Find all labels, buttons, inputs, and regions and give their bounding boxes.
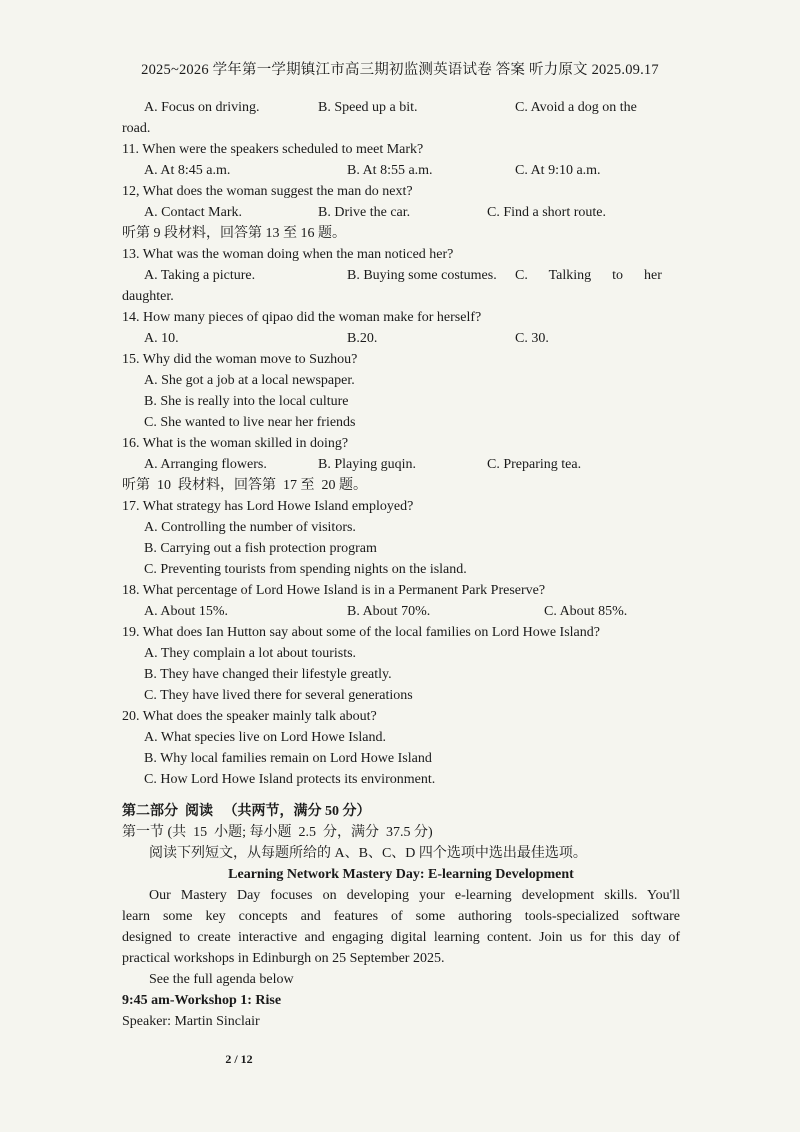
q16-option-c: C. Preparing tea. [487, 457, 582, 472]
q19-question: 19. What does Ian Hutton say about some of the local families on Lord Howe Island? [122, 625, 600, 640]
part2-section1: 第一节 (共 15 小题; 每小题 2.5 分，满分 37.5 分) [122, 825, 433, 840]
q11-option-b: B. At 8:55 a.m. [347, 163, 433, 178]
q12-option-c: C. Find a short route. [487, 205, 606, 220]
passage-title: Learning Network Mastery Day: E-learning Development [228, 867, 574, 882]
passage-p1-line3: designed to create interactive and engaging digital learning content. Join us for this day of [122, 930, 680, 945]
q19-option-c: C. They have lived there for several generations [144, 688, 413, 703]
section-10-instruction: 听第 10 段材料，回答第 17 至 20 题。 [122, 478, 367, 493]
q17-question: 17. What strategy has Lord Howe Island employed? [122, 499, 414, 514]
q12-question: 12, What does the woman suggest the man do next? [122, 184, 413, 199]
q12-option-a: A. Contact Mark. [144, 205, 242, 220]
q15-option-a: A. She got a job at a local newspaper. [144, 373, 355, 388]
q18-option-c: C. About 85%. [544, 604, 628, 619]
q14-option-c: C. 30. [515, 331, 549, 346]
q20-question: 20. What does the speaker mainly talk about? [122, 709, 377, 724]
q15-question: 15. Why did the woman move to Suzhou? [122, 352, 358, 367]
q16-option-a: A. Arranging flowers. [144, 457, 267, 472]
q11-option-a: A. At 8:45 a.m. [144, 163, 231, 178]
q18-question: 18. What percentage of Lord Howe Island is in a Permanent Park Preserve? [122, 583, 546, 598]
part2-instruction: 阅读下列短文，从每题所给的 A、B、C、D 四个选项中选出最佳选项。 [149, 846, 587, 861]
q18-options [122, 601, 680, 622]
q14-option-b: B.20. [347, 331, 378, 346]
q17-option-a: A. Controlling the number of visitors. [144, 520, 356, 535]
q13-option-b: B. Buying some costumes. [347, 268, 497, 283]
part2-title: 第二部分 阅读 （共两节，满分 50 分） [122, 804, 371, 819]
q11-question: 11. When were the speakers scheduled to meet Mark? [122, 142, 424, 157]
passage-p1-line1: Our Mastery Day focuses on developing your e-learning development skills. You'll [149, 888, 680, 903]
section-9-instruction: 听第 9 段材料，回答第 13 至 16 题。 [122, 226, 346, 241]
workshop-heading: 9:45 am-Workshop 1: Rise [122, 993, 282, 1008]
q12-options [122, 202, 680, 223]
q12-option-b: B. Drive the car. [318, 205, 411, 220]
q13-option-c: C. Talking to her [515, 268, 662, 283]
q17-option-c: C. Preventing tourists from spending nights on the island. [144, 562, 467, 577]
q19-option-a: A. They complain a lot about tourists. [144, 646, 357, 661]
q13-option-c-wrap: daughter. [122, 289, 174, 304]
q11-options [122, 160, 680, 181]
passage-p1-line2: learn some key concepts and features of some authoring tools-specialized software [122, 909, 680, 924]
q14-option-a: A. 10. [144, 331, 179, 346]
q16-option-b: B. Playing guqin. [318, 457, 417, 472]
q10-option-c: C. Avoid a dog on the [515, 100, 637, 115]
page-body [122, 97, 680, 1032]
q18-option-b: B. About 70%. [347, 604, 431, 619]
passage-p1-line4: practical workshops in Edinburgh on 25 September 2025. [122, 951, 445, 966]
q10-option-b: B. Speed up a bit. [318, 100, 418, 115]
q14-question: 14. How many pieces of qipao did the woman make for herself? [122, 310, 482, 325]
q10-options [122, 97, 680, 118]
q15-option-c: C. She wanted to live near her friends [144, 415, 356, 430]
q17-option-b: B. Carrying out a fish protection program [144, 541, 377, 556]
q13-options [122, 265, 680, 286]
passage-p2: See the full agenda below [149, 972, 294, 987]
page-header: 2025~2026 学年第一学期镇江市高三期初监测英语试卷 答案 听力原文 2025.09.17 [141, 62, 659, 78]
q16-question: 16. What is the woman skilled in doing? [122, 436, 349, 451]
q13-question: 13. What was the woman doing when the man noticed her? [122, 247, 454, 262]
q19-option-b: B. They have changed their lifestyle greatly. [144, 667, 392, 682]
q18-option-a: A. About 15%. [144, 604, 228, 619]
q10-option-a: A. Focus on driving. [144, 100, 260, 115]
q11-option-c: C. At 9:10 a.m. [515, 163, 601, 178]
q10-option-c-wrap: road. [122, 121, 151, 136]
q14-options [122, 328, 680, 349]
q16-options [122, 454, 680, 475]
q20-option-c: C. How Lord Howe Island protects its environment. [144, 772, 436, 787]
q15-option-b: B. She is really into the local culture [144, 394, 349, 409]
q20-option-a: A. What species live on Lord Howe Island. [144, 730, 386, 745]
q13-option-a: A. Taking a picture. [144, 268, 256, 283]
workshop-speaker: Speaker: Martin Sinclair [122, 1014, 260, 1029]
q20-option-b: B. Why local families remain on Lord Howe Island [144, 751, 432, 766]
page-number: 2 / 12 [225, 1052, 253, 1066]
